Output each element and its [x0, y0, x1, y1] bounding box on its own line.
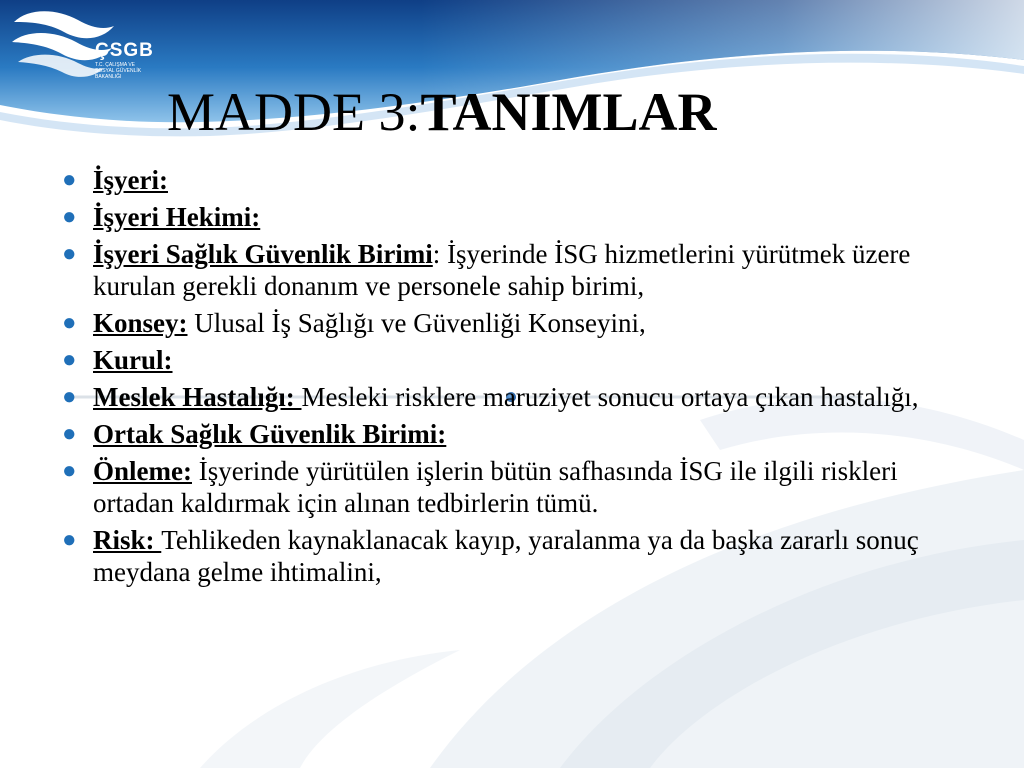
logo-subtitle [95, 62, 175, 80]
definition-item [60, 381, 980, 413]
definition-term: Önleme: [93, 456, 192, 486]
definition-item [60, 455, 980, 519]
definition-description: Tehlikeden kaynaklanacak kayıp, yaralanma ya da başka zararlı sonuç meydana gelme ihtimalini, [93, 525, 919, 587]
definition-description: Ulusal İş Sağlığı ve Güvenliği Konseyini, [194, 308, 646, 338]
definition-term: İşyeri Hekimi: [93, 202, 261, 232]
round-bullet-icon: ● [62, 458, 77, 484]
title-bold: TANIMLAR [420, 82, 717, 142]
bg-swirl-left [200, 650, 460, 768]
logo-subtitle-line: SOSYAL GÜVENLİK [95, 68, 142, 74]
definition-item [60, 418, 980, 450]
definition-item [60, 307, 980, 339]
round-bullet-icon: ● [62, 347, 77, 373]
definition-item [60, 524, 980, 588]
round-bullet-icon: ● [62, 204, 77, 230]
round-bullet-icon: ● [62, 421, 77, 447]
round-bullet-icon: ● [62, 167, 77, 193]
definition-term: Kurul: [93, 345, 173, 375]
definition-separator [192, 456, 199, 486]
definition-separator: : [432, 239, 448, 269]
definitions-list [60, 164, 980, 588]
definition-term: Meslek Hastalığı: [93, 382, 302, 412]
definition-term: Ortak Sağlık Güvenlik Birimi: [93, 419, 447, 449]
logo-wordmark: ÇSGB [95, 40, 154, 61]
definition-term: Risk: [93, 525, 162, 555]
definition-item [60, 164, 980, 196]
round-bullet-icon: ● [62, 310, 77, 336]
round-bullet-icon: ● [62, 384, 77, 410]
definition-term: İşyeri: [93, 165, 168, 195]
definition-description: İşyerinde yürütülen işlerin bütün safhasında İSG ile ilgili riskleri ortadan kaldırmak için alınan tedbirlerin tümü. [93, 456, 898, 518]
round-bullet-icon: ● [62, 527, 77, 553]
definition-description: İşyerinde İSG hizmetlerini yürütmek üzere kurulan gerekli donanım ve personele sahip birimi, [93, 239, 911, 301]
logo-subtitle-line: T.C. ÇALIŞMA VE [95, 62, 136, 68]
definition-item [60, 344, 980, 376]
definitions-content [60, 164, 980, 593]
title-regular: MADDE 3: [167, 82, 421, 142]
logo-subtitle-line: BAKANLIĞI [95, 74, 122, 80]
definition-description: Mesleki risklere maruziyet sonucu ortaya çıkan hastalığı, [301, 382, 919, 412]
definition-term: İşyeri Sağlık Güvenlik Birimi [93, 239, 433, 269]
definition-term: Konsey: [93, 308, 188, 338]
round-bullet-icon: ● [62, 241, 77, 267]
slide-title [167, 80, 717, 144]
definition-item [60, 238, 980, 302]
definition-item [60, 201, 980, 233]
